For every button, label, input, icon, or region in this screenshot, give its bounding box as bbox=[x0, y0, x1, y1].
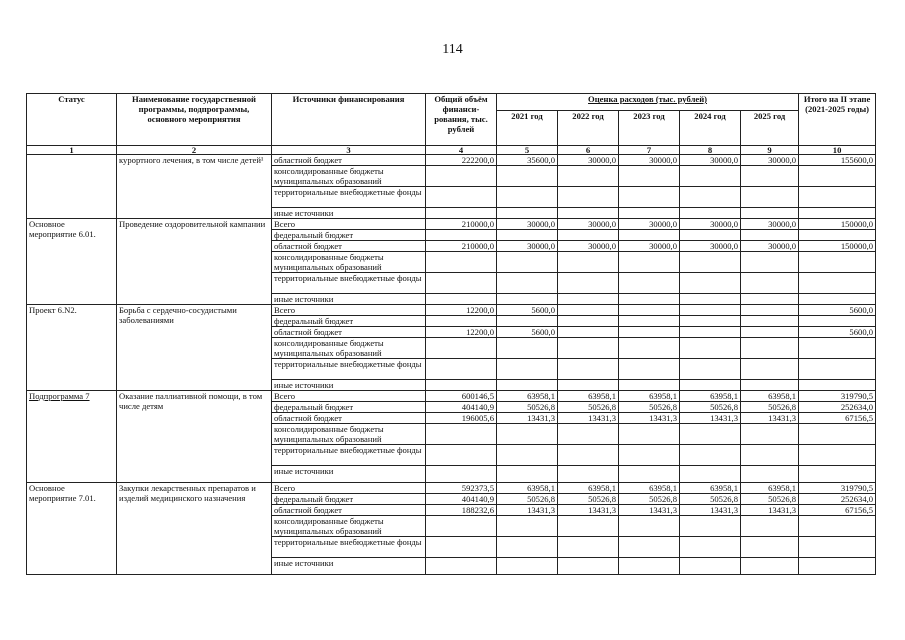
row-value bbox=[680, 327, 741, 338]
col-number: 7 bbox=[619, 146, 680, 155]
row-value bbox=[680, 187, 741, 208]
row-value: 63958,1 bbox=[680, 391, 741, 402]
row-value bbox=[619, 294, 680, 305]
row-value: 150000,0 bbox=[799, 241, 876, 252]
row-value bbox=[497, 187, 558, 208]
row-value bbox=[741, 445, 799, 466]
row-value bbox=[558, 230, 619, 241]
header-stage-total: Итого на II этапе (2021-2025 годы) bbox=[799, 94, 876, 146]
row-value bbox=[741, 516, 799, 537]
budget-table bbox=[26, 93, 876, 575]
row-value bbox=[619, 273, 680, 294]
row-value bbox=[680, 516, 741, 537]
row-value bbox=[497, 424, 558, 445]
row-status: Основное мероприятие 7.01. bbox=[27, 483, 117, 575]
row-value bbox=[558, 208, 619, 219]
row-value: 13431,3 bbox=[741, 505, 799, 516]
row-value bbox=[799, 166, 876, 187]
row-value bbox=[426, 558, 497, 575]
row-value bbox=[619, 516, 680, 537]
row-value bbox=[799, 558, 876, 575]
row-program-name: Оказание паллиативной помощи, в том числе детям bbox=[117, 391, 272, 483]
row-value bbox=[680, 230, 741, 241]
row-value: 252634,0 bbox=[799, 494, 876, 505]
row-value bbox=[799, 537, 876, 558]
row-source: Всего bbox=[272, 305, 426, 316]
header-sources: Источники финансирования bbox=[272, 94, 426, 146]
row-value bbox=[619, 208, 680, 219]
row-value bbox=[741, 316, 799, 327]
row-value bbox=[426, 273, 497, 294]
row-value: 30000,0 bbox=[558, 219, 619, 230]
row-value: 63958,1 bbox=[558, 391, 619, 402]
header-year: 2025 год bbox=[741, 111, 799, 146]
row-value bbox=[619, 166, 680, 187]
row-value bbox=[799, 424, 876, 445]
row-value bbox=[741, 166, 799, 187]
row-source: консолидированные бюджеты муниципальных образований bbox=[272, 166, 426, 187]
row-value bbox=[558, 380, 619, 391]
row-value bbox=[558, 187, 619, 208]
row-value: 13431,3 bbox=[680, 413, 741, 424]
row-value bbox=[497, 230, 558, 241]
row-source: иные источники bbox=[272, 208, 426, 219]
row-value bbox=[680, 466, 741, 483]
row-value: 50526,8 bbox=[497, 494, 558, 505]
row-value bbox=[497, 166, 558, 187]
row-value: 319790,5 bbox=[799, 483, 876, 494]
table-row bbox=[27, 219, 876, 230]
row-value bbox=[558, 359, 619, 380]
row-value: 13431,3 bbox=[497, 413, 558, 424]
row-value bbox=[741, 338, 799, 359]
row-value: 13431,3 bbox=[558, 413, 619, 424]
row-value: 5600,0 bbox=[497, 305, 558, 316]
row-value: 196005,6 bbox=[426, 413, 497, 424]
row-value bbox=[741, 208, 799, 219]
row-value bbox=[497, 359, 558, 380]
table-row bbox=[27, 305, 876, 316]
col-number: 10 bbox=[799, 146, 876, 155]
row-source: консолидированные бюджеты муниципальных образований bbox=[272, 424, 426, 445]
row-value: 30000,0 bbox=[680, 219, 741, 230]
row-value: 210000,0 bbox=[426, 241, 497, 252]
col-number: 4 bbox=[426, 146, 497, 155]
row-value bbox=[799, 187, 876, 208]
row-value: 12200,0 bbox=[426, 305, 497, 316]
row-value bbox=[619, 537, 680, 558]
row-value bbox=[680, 305, 741, 316]
header-estimate-label: Оценка расходов (тыс. рублей) bbox=[588, 94, 708, 104]
row-value: 30000,0 bbox=[558, 155, 619, 166]
row-value bbox=[558, 327, 619, 338]
row-value: 35600,0 bbox=[497, 155, 558, 166]
row-value bbox=[497, 380, 558, 391]
row-value bbox=[426, 252, 497, 273]
row-value: 30000,0 bbox=[619, 155, 680, 166]
row-value: 30000,0 bbox=[680, 241, 741, 252]
header-total: Общий объём финанси-рования, тыс. рублей bbox=[426, 94, 497, 146]
row-value bbox=[497, 252, 558, 273]
row-value: 5600,0 bbox=[497, 327, 558, 338]
row-source: иные источники bbox=[272, 294, 426, 305]
row-source: областной бюджет bbox=[272, 327, 426, 338]
row-source: федеральный бюджет bbox=[272, 494, 426, 505]
row-value bbox=[799, 294, 876, 305]
row-value: 13431,3 bbox=[619, 505, 680, 516]
row-value bbox=[680, 316, 741, 327]
row-value bbox=[426, 294, 497, 305]
row-value bbox=[799, 338, 876, 359]
row-source: Всего bbox=[272, 391, 426, 402]
row-value bbox=[426, 338, 497, 359]
row-source: консолидированные бюджеты муниципальных образований bbox=[272, 516, 426, 537]
row-status: Подпрограмма 7 bbox=[27, 391, 117, 483]
row-value: 30000,0 bbox=[497, 219, 558, 230]
row-value bbox=[680, 558, 741, 575]
row-value: 30000,0 bbox=[619, 219, 680, 230]
row-value: 30000,0 bbox=[741, 219, 799, 230]
row-value: 63958,1 bbox=[619, 391, 680, 402]
row-value bbox=[558, 166, 619, 187]
row-value: 50526,8 bbox=[680, 402, 741, 413]
row-value bbox=[741, 424, 799, 445]
row-value bbox=[426, 208, 497, 219]
row-value bbox=[619, 230, 680, 241]
row-value: 13431,3 bbox=[497, 505, 558, 516]
row-value bbox=[497, 445, 558, 466]
row-value bbox=[799, 380, 876, 391]
row-program-name: Проведение оздоровительной кампании bbox=[117, 219, 272, 305]
row-source: территориальные внебюджетные фонды bbox=[272, 187, 426, 208]
row-value bbox=[680, 424, 741, 445]
row-value: 63958,1 bbox=[741, 391, 799, 402]
row-value bbox=[426, 445, 497, 466]
row-value bbox=[558, 316, 619, 327]
row-value bbox=[741, 327, 799, 338]
row-value bbox=[741, 537, 799, 558]
row-source: иные источники bbox=[272, 380, 426, 391]
row-source: территориальные внебюджетные фонды bbox=[272, 273, 426, 294]
row-value bbox=[680, 537, 741, 558]
row-value: 404140,9 bbox=[426, 402, 497, 413]
row-source: федеральный бюджет bbox=[272, 316, 426, 327]
row-value bbox=[619, 338, 680, 359]
row-value bbox=[619, 466, 680, 483]
row-value bbox=[741, 294, 799, 305]
row-value bbox=[497, 316, 558, 327]
row-value bbox=[680, 338, 741, 359]
row-value bbox=[799, 273, 876, 294]
row-value bbox=[619, 252, 680, 273]
row-value: 150000,0 bbox=[799, 219, 876, 230]
row-status bbox=[27, 155, 117, 219]
row-value: 13431,3 bbox=[741, 413, 799, 424]
row-value: 210000,0 bbox=[426, 219, 497, 230]
row-value bbox=[497, 338, 558, 359]
row-value bbox=[497, 558, 558, 575]
row-program-name: Закупки лекарственных препаратов и изделий медицинского назначения bbox=[117, 483, 272, 575]
row-value bbox=[558, 273, 619, 294]
row-value bbox=[426, 537, 497, 558]
row-value bbox=[799, 252, 876, 273]
row-value: 63958,1 bbox=[497, 391, 558, 402]
row-value: 63958,1 bbox=[741, 483, 799, 494]
row-value: 13431,3 bbox=[558, 505, 619, 516]
row-value bbox=[741, 305, 799, 316]
row-value: 63958,1 bbox=[497, 483, 558, 494]
row-value: 188232,6 bbox=[426, 505, 497, 516]
row-value: 30000,0 bbox=[680, 155, 741, 166]
row-value bbox=[799, 359, 876, 380]
row-value bbox=[799, 230, 876, 241]
row-value bbox=[558, 466, 619, 483]
row-value bbox=[426, 424, 497, 445]
row-value bbox=[426, 380, 497, 391]
row-value bbox=[558, 516, 619, 537]
row-source: иные источники bbox=[272, 466, 426, 483]
row-value bbox=[558, 424, 619, 445]
header-year: 2022 год bbox=[558, 111, 619, 146]
row-value bbox=[426, 466, 497, 483]
row-value: 600146,5 bbox=[426, 391, 497, 402]
row-value bbox=[426, 166, 497, 187]
row-value bbox=[619, 424, 680, 445]
table-body bbox=[27, 155, 876, 575]
row-value: 50526,8 bbox=[497, 402, 558, 413]
row-value bbox=[619, 327, 680, 338]
row-value bbox=[799, 316, 876, 327]
col-number: 6 bbox=[558, 146, 619, 155]
row-value bbox=[741, 380, 799, 391]
row-source: иные источники bbox=[272, 558, 426, 575]
header-status: Статус bbox=[27, 94, 117, 146]
row-value: 319790,5 bbox=[799, 391, 876, 402]
row-value bbox=[741, 187, 799, 208]
row-value bbox=[741, 252, 799, 273]
row-value bbox=[619, 305, 680, 316]
row-value: 13431,3 bbox=[619, 413, 680, 424]
row-program-name: Борьба с сердечно-сосудистыми заболеваниями bbox=[117, 305, 272, 391]
row-source: областной бюджет bbox=[272, 505, 426, 516]
row-program-name: курортного лечения, в том числе детей¹ bbox=[117, 155, 272, 219]
row-value bbox=[426, 516, 497, 537]
row-value bbox=[799, 466, 876, 483]
row-value bbox=[558, 558, 619, 575]
row-value bbox=[680, 359, 741, 380]
row-value bbox=[741, 558, 799, 575]
row-source: областной бюджет bbox=[272, 413, 426, 424]
row-value bbox=[558, 305, 619, 316]
row-value: 50526,8 bbox=[619, 402, 680, 413]
row-source: территориальные внебюджетные фонды bbox=[272, 359, 426, 380]
row-value bbox=[680, 273, 741, 294]
row-value: 592373,5 bbox=[426, 483, 497, 494]
row-value bbox=[741, 359, 799, 380]
table-row bbox=[27, 483, 876, 494]
row-value bbox=[497, 273, 558, 294]
row-value bbox=[497, 537, 558, 558]
row-value bbox=[558, 252, 619, 273]
row-value: 5600,0 bbox=[799, 305, 876, 316]
col-number: 5 bbox=[497, 146, 558, 155]
row-value bbox=[426, 230, 497, 241]
row-value bbox=[741, 466, 799, 483]
row-value bbox=[741, 230, 799, 241]
header-year: 2023 год bbox=[619, 111, 680, 146]
row-value bbox=[680, 380, 741, 391]
row-value bbox=[619, 359, 680, 380]
row-value bbox=[426, 316, 497, 327]
row-source: областной бюджет bbox=[272, 155, 426, 166]
row-value bbox=[558, 338, 619, 359]
row-value: 63958,1 bbox=[558, 483, 619, 494]
row-value: 50526,8 bbox=[741, 402, 799, 413]
row-value bbox=[558, 294, 619, 305]
row-value bbox=[619, 380, 680, 391]
row-value: 63958,1 bbox=[680, 483, 741, 494]
row-value bbox=[497, 294, 558, 305]
row-value bbox=[497, 516, 558, 537]
row-value: 67156,5 bbox=[799, 413, 876, 424]
col-number: 8 bbox=[680, 146, 741, 155]
row-value bbox=[680, 208, 741, 219]
row-value bbox=[680, 252, 741, 273]
row-status: Основное мероприятие 6.01. bbox=[27, 219, 117, 305]
row-value bbox=[619, 316, 680, 327]
row-source: федеральный бюджет bbox=[272, 230, 426, 241]
row-value bbox=[741, 273, 799, 294]
row-source: Всего bbox=[272, 219, 426, 230]
col-number: 2 bbox=[117, 146, 272, 155]
row-value: 30000,0 bbox=[741, 241, 799, 252]
row-value: 50526,8 bbox=[619, 494, 680, 505]
row-value: 30000,0 bbox=[741, 155, 799, 166]
table-row bbox=[27, 391, 876, 402]
row-source: территориальные внебюджетные фонды bbox=[272, 445, 426, 466]
row-source: Всего bbox=[272, 483, 426, 494]
row-value: 50526,8 bbox=[558, 402, 619, 413]
row-value: 30000,0 bbox=[619, 241, 680, 252]
row-value bbox=[680, 445, 741, 466]
row-value bbox=[497, 466, 558, 483]
row-value: 67156,5 bbox=[799, 505, 876, 516]
row-value bbox=[619, 445, 680, 466]
header-year: 2021 год bbox=[497, 111, 558, 146]
row-value: 5600,0 bbox=[799, 327, 876, 338]
row-value bbox=[799, 516, 876, 537]
page-number: 114 bbox=[442, 42, 463, 57]
row-value bbox=[799, 208, 876, 219]
row-value: 50526,8 bbox=[558, 494, 619, 505]
row-value bbox=[558, 445, 619, 466]
row-status: Проект 6.N2. bbox=[27, 305, 117, 391]
row-value: 30000,0 bbox=[497, 241, 558, 252]
row-value bbox=[426, 187, 497, 208]
row-value bbox=[680, 166, 741, 187]
header-estimate bbox=[497, 94, 799, 111]
col-number: 3 bbox=[272, 146, 426, 155]
row-value: 30000,0 bbox=[558, 241, 619, 252]
row-value: 222200,0 bbox=[426, 155, 497, 166]
header-program-name: Наименование государственной программы, подпрограммы, основного мероприятия bbox=[117, 94, 272, 146]
row-value bbox=[558, 537, 619, 558]
row-value: 13431,3 bbox=[680, 505, 741, 516]
row-value: 50526,8 bbox=[680, 494, 741, 505]
col-number: 9 bbox=[741, 146, 799, 155]
row-value bbox=[619, 187, 680, 208]
row-value: 12200,0 bbox=[426, 327, 497, 338]
row-source: консолидированные бюджеты муниципальных образований bbox=[272, 338, 426, 359]
header-year: 2024 год bbox=[680, 111, 741, 146]
col-number: 1 bbox=[27, 146, 117, 155]
row-value: 50526,8 bbox=[741, 494, 799, 505]
row-source: федеральный бюджет bbox=[272, 402, 426, 413]
table-row bbox=[27, 155, 876, 166]
row-value: 155600,0 bbox=[799, 155, 876, 166]
row-value bbox=[619, 558, 680, 575]
row-source: областной бюджет bbox=[272, 241, 426, 252]
row-value bbox=[497, 208, 558, 219]
row-source: консолидированные бюджеты муниципальных образований bbox=[272, 252, 426, 273]
row-value: 252634,0 bbox=[799, 402, 876, 413]
row-source: территориальные внебюджетные фонды bbox=[272, 537, 426, 558]
row-value: 404140,9 bbox=[426, 494, 497, 505]
row-value bbox=[680, 294, 741, 305]
row-value: 63958,1 bbox=[619, 483, 680, 494]
row-value bbox=[426, 359, 497, 380]
row-value bbox=[799, 445, 876, 466]
